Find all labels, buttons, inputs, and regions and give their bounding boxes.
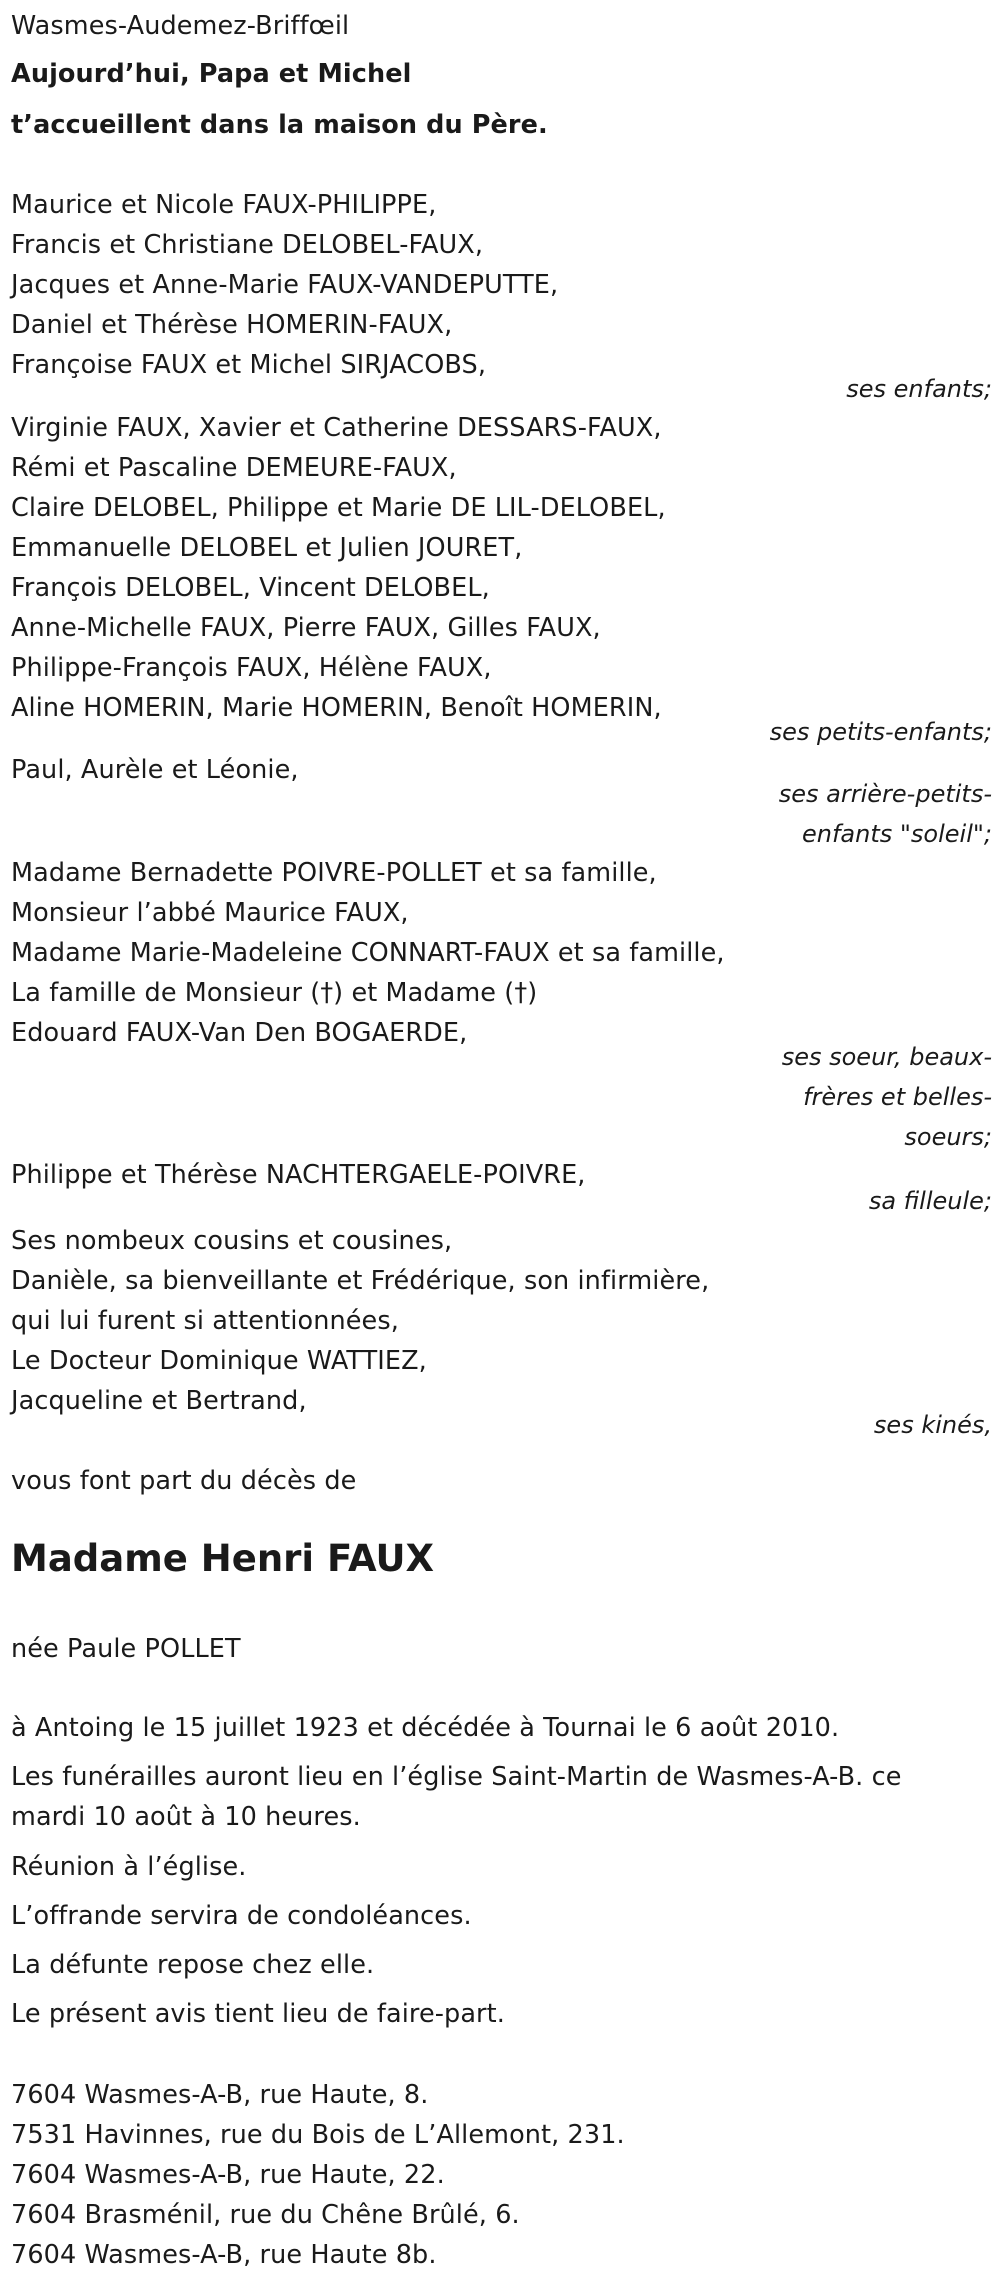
family-member: Monsieur l’abbé Maurice FAUX, [11,898,409,928]
relation-label: ses arrière-petits- [778,780,992,808]
family-member: Le Docteur Dominique WATTIEZ, [11,1346,427,1376]
relation-label: ses kinés, [873,1411,992,1439]
family-member: Madame Marie-Madeleine CONNART-FAUX et sa famille, [11,938,725,968]
relation-label: ses petits-enfants; [769,718,992,746]
family-member: Anne-Michelle FAUX, Pierre FAUX, Gilles FAUX, [11,613,601,643]
relation-label: enfants "soleil"; [801,820,992,848]
relation-label: frères et belles- [803,1083,992,1111]
address-line: 7604 Wasmes-A-B, rue Haute 8b. [11,2240,437,2270]
relation-label: ses soeur, beaux- [781,1043,992,1071]
family-member: Rémi et Pascaline DEMEURE-FAUX, [11,453,457,483]
announcement-text: vous font part du décès de [11,1466,357,1496]
family-member: qui lui furent si attentionnées, [11,1306,399,1336]
rest-details: La défunte repose chez elle. [11,1950,375,1980]
family-member: Madame Bernadette POIVRE-POLLET et sa famille, [11,858,657,888]
family-member: Jacqueline et Bertrand, [11,1386,307,1416]
family-member: Philippe et Thérèse NACHTERGAELE-POIVRE, [11,1160,586,1190]
offering-details: L’offrande servira de condoléances. [11,1901,472,1931]
family-member: Daniel et Thérèse HOMERIN-FAUX, [11,310,453,340]
address-line: 7604 Wasmes-A-B, rue Haute, 22. [11,2160,445,2190]
notice-details: Le présent avis tient lieu de faire-part. [11,1999,505,2029]
family-member: Ses nombeux cousins et cousines, [11,1226,453,1256]
birth-death-details: à Antoing le 15 juillet 1923 et décédée à Tournai le 6 août 2010. [11,1713,840,1743]
family-member: Francis et Christiane DELOBEL-FAUX, [11,230,484,260]
family-member: Françoise FAUX et Michel SIRJACOBS, [11,350,487,380]
family-member: Virginie FAUX, Xavier et Catherine DESSARS-FAUX, [11,413,662,443]
family-member: François DELOBEL, Vincent DELOBEL, [11,573,490,603]
quote-line-1: Aujourd’hui, Papa et Michel [11,59,412,89]
family-member: La famille de Monsieur (†) et Madame (†) [11,978,538,1008]
family-member: Claire DELOBEL, Philippe et Marie DE LIL-DELOBEL, [11,493,666,523]
family-member: Maurice et Nicole FAUX-PHILIPPE, [11,190,437,220]
funeral-details: mardi 10 août à 10 heures. [11,1802,361,1832]
family-member: Aline HOMERIN, Marie HOMERIN, Benoît HOMERIN, [11,693,662,723]
funeral-details: Les funérailles auront lieu en l’église Saint-Martin de Wasmes-A-B. ce [11,1762,902,1792]
address-line: 7604 Wasmes-A-B, rue Haute, 8. [11,2080,429,2110]
family-member: Paul, Aurèle et Léonie, [11,755,299,785]
address-line: 7531 Havinnes, rue du Bois de L’Allemont, 231. [11,2120,625,2150]
family-member: Edouard FAUX-Van Den BOGAERDE, [11,1018,468,1048]
family-member: Philippe-François FAUX, Hélène FAUX, [11,653,492,683]
relation-label: sa filleule; [868,1187,992,1215]
quote-line-2: t’accueillent dans la maison du Père. [11,110,548,140]
location-heading: Wasmes-Audemez-Briffœil [11,11,350,41]
maiden-name: née Paule POLLET [11,1634,241,1664]
address-line: 7604 Brasménil, rue du Chêne Brûlé, 6. [11,2200,520,2230]
relation-label: ses enfants; [846,375,992,403]
family-member: Danièle, sa bienveillante et Frédérique, son infirmière, [11,1266,710,1296]
deceased-name: Madame Henri FAUX [11,1537,435,1580]
reunion-details: Réunion à l’église. [11,1852,247,1882]
relation-label: soeurs; [904,1123,992,1151]
family-member: Jacques et Anne-Marie FAUX-VANDEPUTTE, [11,270,559,300]
family-member: Emmanuelle DELOBEL et Julien JOURET, [11,533,523,563]
